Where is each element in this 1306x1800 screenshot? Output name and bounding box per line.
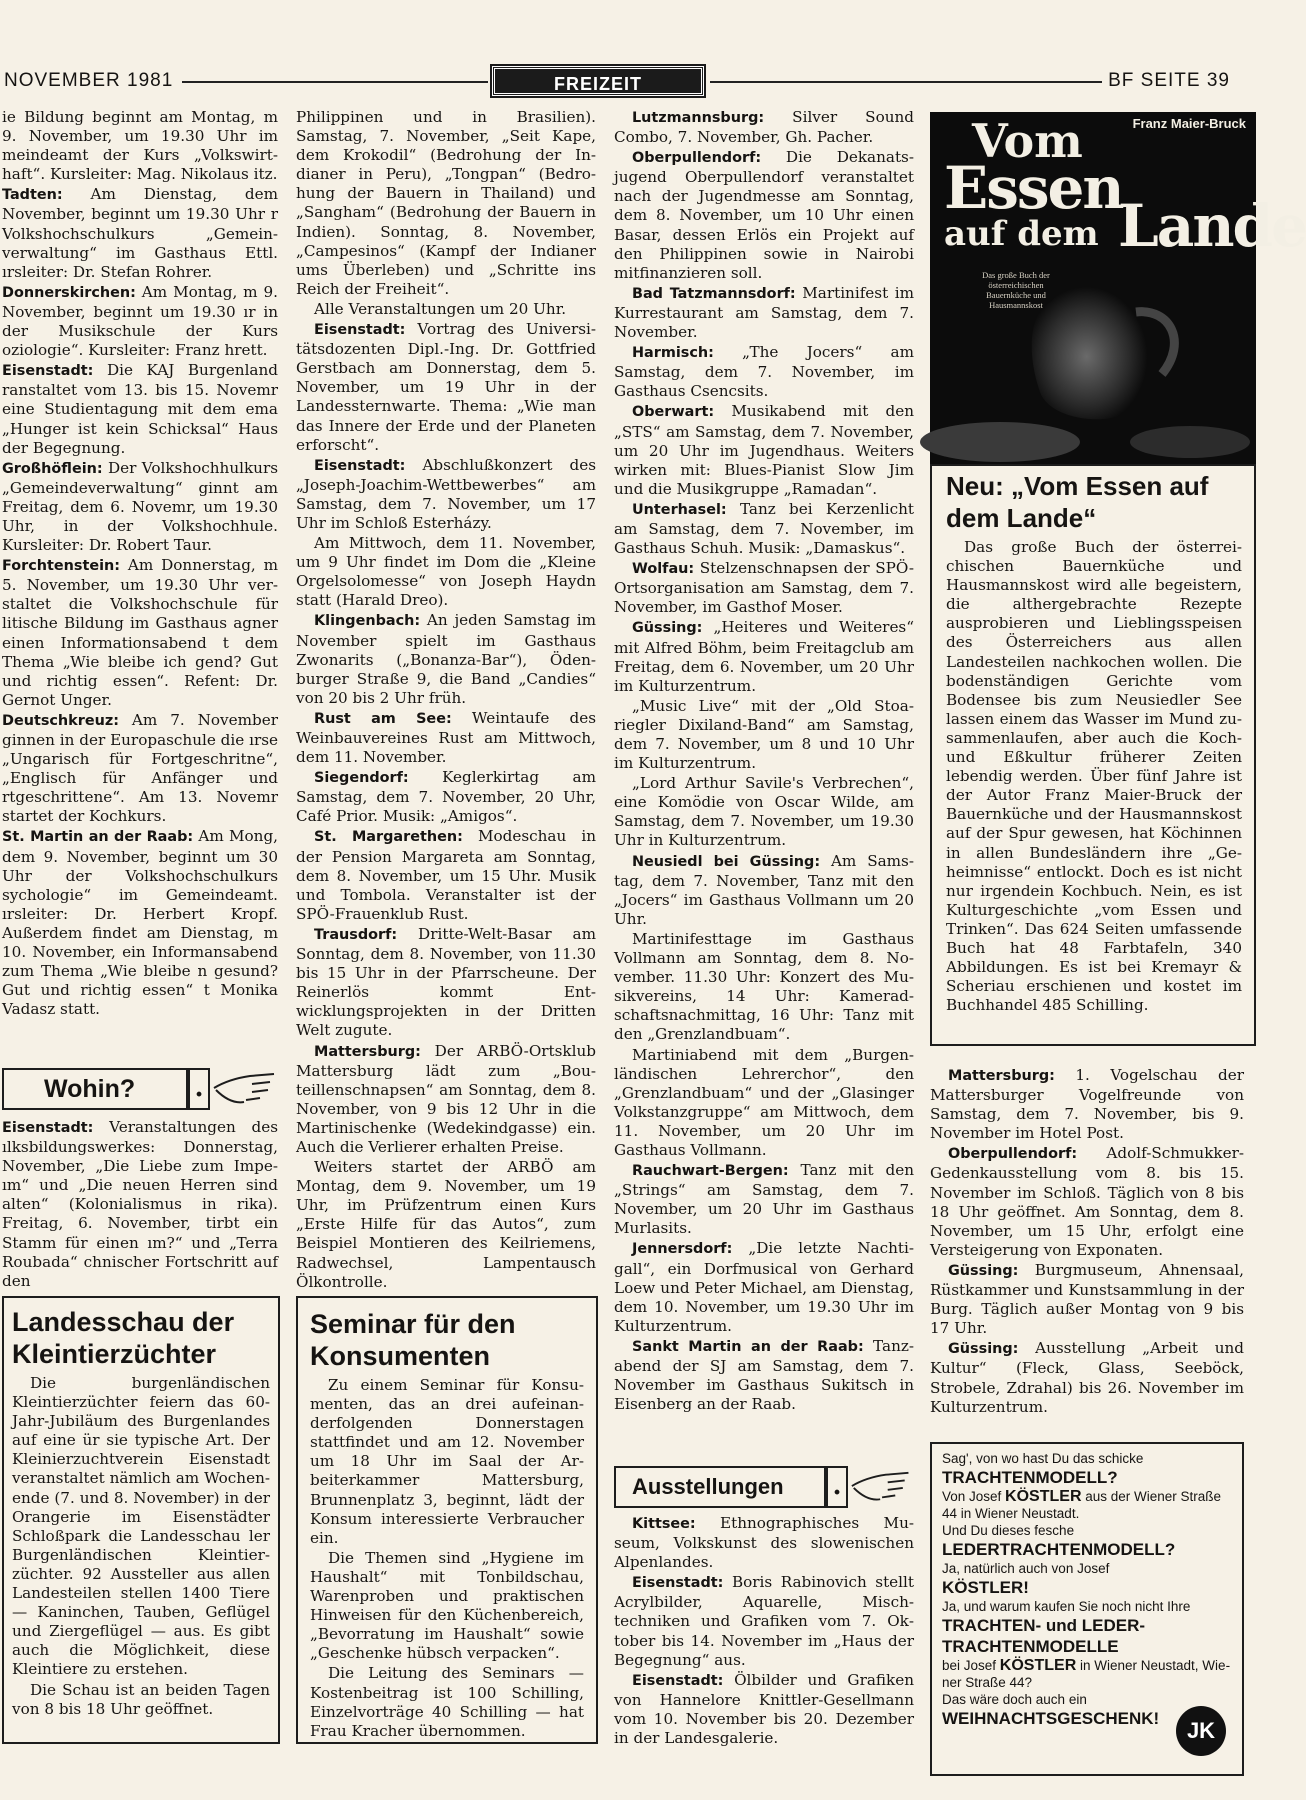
ad-line-9: TRACHTEN- und LEDER-TRACHTENMODELLE [942,1616,1146,1656]
paragraph-text: Tanz bei Kerzenlicht am Samstag, dem 7. November, im Gasthaus Schuh. Musik: „Damaskus“. [614,499,914,558]
article-paragraph [614,852,914,929]
ausstellungen-heading [614,1466,914,1512]
landesschau-title: Landesschau der Kleintierzüchter [12,1307,235,1369]
place-name: Oberpullendorf: [948,1146,1078,1163]
article-paragraph [2,108,278,184]
page-header [0,66,1230,96]
ad-line-10a: bei Josef [942,1658,1000,1673]
article-paragraph [296,456,596,533]
koestler-advertisement [930,1442,1244,1776]
koestler-logo: JK [1176,1706,1226,1756]
paragraph-text: Martinifesttage im Gasthaus Vollmann am Sonntag, dem 8. November. 11.30 Uhr: Konzert des Musikvereins, 14 Uhr: Kameradschaftsnachmittag, 16 Uhr: Tanz mit den „Grenzlandbuam“. [614,929,914,1044]
ad-line-3a: Von Josef [942,1489,1006,1504]
paragraph-text: „The Jocers“ am Samstag, dem 7. November, im Gasthaus Csencsits. [614,343,914,401]
article-paragraph [614,774,914,850]
paragraph-text: Silver Sound Combo, 7. November, Gh. Pacher. [614,108,914,147]
place-name: Eisenstadt: [632,1672,724,1689]
place-name: St. Margarethen: [314,829,463,846]
ad-line-6: Ja, natürlich auch von Josef [942,1561,1110,1576]
ad-brand-2: KÖSTLER [999,1657,1077,1674]
place-name: Neusiedl bei Güssing: [632,853,821,870]
wohin-dot: . [188,1068,210,1110]
place-name: Mattersburg: [948,1068,1055,1084]
paragraph-text: Martinifest im Kurrestaurant am Samstag, dem 7. November. [614,283,914,342]
place-name: Mattersburg: [314,1043,421,1060]
paragraph-text: „Music Live“ mit der „Old Stoariegler Dixiland-Band“ am Samstag, dem 7. November, um 8 und 10 Uhr im Kulturzentrum. [614,696,914,773]
place-name: Wolfau: [632,561,695,578]
ad-line-2: TRACHTENMODELL? [942,1468,1118,1487]
ad-line-11: Das wäre doch auch ein [942,1692,1087,1707]
article-paragraph [614,500,914,558]
wohin-label-text: Wohin? [44,1075,136,1103]
article-paragraph [2,283,278,360]
place-name: Unterhasel: [632,501,727,518]
paragraph-text: Philippinen und in Brasilien). Samstag, 7. November, „Seit Kape, dem Krokodil“ (Bedrohung der Indianer in Peru), „Tongpan“ (Bedrohung der Bauern in Thailand) und „Sangham“ (Bedrohung der Bauern in Indien). Sonntag, 8. November, „Campesinos“ (Kampf der Indianer ums Überleben) und „Schritte ins Reich der Freiheit“. [296,108,596,298]
place-name: Eisenstadt: [632,1575,724,1592]
article-paragraph [2,556,278,710]
seminar-text [310,1376,584,1741]
article-paragraph [614,1573,914,1669]
place-name: Trausdorf: [314,926,398,943]
ad-line-5: LEDERTRACHTENMODELL? [942,1540,1176,1559]
ausstellungen-label [614,1466,826,1508]
place-name: Großhöflein: [2,460,103,477]
place-name: Oberpullendorf: [632,150,762,167]
article-paragraph [614,108,914,147]
article-paragraph [296,320,596,455]
ad-line-12: WEIHNACHTSGESCHENK! [942,1709,1160,1728]
article-paragraph [2,185,278,281]
article-paragraph [930,1144,1244,1260]
column-1 [2,108,278,1020]
article-paragraph [614,1046,914,1161]
paragraph-text: Weiters startet der ARBÖ am Montag, dem 9. November, um 19 Uhr, im Prüfzentrum einen Kurs „Erste Hilfe für das Autos“, zum Beispiel Montieren des Keilriemens, Radwechsel, Lampentausch Ölkontrolle. [296,1158,596,1291]
column-2 [296,108,596,1293]
book-subtitle: Das große Buch der österreichischen Bauernküche und Hausmannskost [982,270,1050,310]
place-name: Oberwart: [632,404,715,421]
paragraph-text: Adolf-Schmukker-Gedenkausstellung vom 8. bis 15. November im Schloß. Täglich von 8 bis 18 Uhr geöffnet. Am Sonntag, dem 8. November, um 15 Uhr, erfolgt eine Versteigerung von Exponaten. [930,1144,1244,1259]
paragraph-text: Musikabend mit den „STS“ am Samstag, dem 7. November, um 20 Uhr im Jugendhaus. Weiters wirken mit: Blues-Pianist Slow Jim und die Musikgruppe „Ramadan“. [614,402,914,498]
place-name: Deutschkreuz: [2,712,119,729]
article-paragraph [614,402,914,498]
place-name: Kittsee: [632,1516,696,1532]
article-paragraph [614,559,914,617]
article-paragraph [614,284,914,342]
place-name: Forchtenstein: [2,558,121,575]
place-name: Eisenstadt: [2,363,94,380]
paragraph-text: „Heiteres und Weiteres“ mit Alfred Böhm, beim Freitagclub am Freitag, dem 6. November, um 20 Uhr im Kulturzentrum. [614,618,914,695]
landesschau-text [12,1374,270,1719]
wohin-label [2,1068,188,1110]
section-label: FREIZEIT [492,66,704,96]
paragraph-text: Am Mittwoch, dem 11. November, um 9 Uhr findet im Dom die „Kleine Orgelsolomesse“ von Joseph Haydn statt (Harald Dreo). [296,534,596,610]
pointing-hand-icon [850,1466,916,1508]
article-paragraph [2,1118,278,1291]
paragraph-text: ie Bildung beginnt am Montag, m 9. November, um 19.30 Uhr im meindeamt der Kurs „Volkswirthaft“. Kursleiter: Mag. Nikolaus itz. [2,108,278,184]
paragraph-text: Am Montag, m 9. November, beginnt um 19.30 ır in der Musikschule der Kurs oziologie“. Kursleiter: Franz hrett. [2,282,278,360]
paragraph-text: „Die letzte Nachtigall“, ein Dorfmusical von Gerhard Loew und Peter Michael, am Dienstag, dem 10. November, um 19.30 Uhr im Kulturzentrum. [614,1239,914,1335]
paragraph-text: Tanz mit den „Strings“ am Samstag, dem 7. November, um 20 Uhr im Gasthaus Murlasits. [614,1161,914,1238]
place-name: Lutzmannsburg: [632,110,765,126]
book-title-4: Lande [1118,192,1306,260]
paragraph-text: An jeden Samstag im November spielt im Gasthaus Zwonarits („Bonanza-Bar“), Ödenburger Straße 9, die Band „Candies“ von 20 bis 2 Uhr früh. [296,611,596,707]
article-paragraph [614,1161,914,1238]
ad-line-10 [942,1657,1232,1691]
book-cover-image [930,112,1306,464]
ausstellungen-text [614,1514,914,1749]
paragraph-text: Am Donnerstag, m 5. November, um 19.30 Uhr verstaltet die Volkshochschule für litische Bildung im Gasthaus agner einen Informationsabend t dem Thema „Wie bleibe ich gend? Gut und richtig essen“. Refent: Dr. Gernot Unger. [2,556,278,709]
book-title-1: Vom [972,114,1083,168]
wohin-heading [2,1068,278,1114]
paragraph-text: Burgmuseum, Ahnensaal, Rüstkammer und Kunstsammlung in der Burg. Täglich außer Montag von 9 bis 17 Uhr. [930,1260,1244,1338]
article-paragraph [2,711,278,827]
article-paragraph: Die Schau ist an beiden Tagen von 8 bis 18 Uhr geöffnet. [12,1680,270,1718]
ad-line-1: Sag', von wo hast Du das schicke [942,1451,1144,1466]
place-name: Güssing: [632,620,703,637]
place-name: Sankt Martin an der Raab: [632,1338,864,1355]
ad-line-8: Ja, und warum kaufen Sie noch nicht Ihre [942,1599,1191,1614]
place-name: Rust am See: [314,710,452,727]
place-name: Bad Tatzmannsdorf: [632,285,796,302]
paragraph-text: Martiniabend mit dem „Burgenländischen Lehrerchor“, den „Grenzlandbuam“ und der „Glasinger Volkstanzgruppe“ am Mittwoch, dem 11. November, um 20 Uhr im Gasthaus Vollmann. [614,1045,914,1159]
place-name: Siegendorf: [314,770,409,787]
paragraph-text: Abschlußkonzert des „Joseph-Joachim-Wettbewerbes“ am Samstag, dem 7. November, um 17 Uhr im Schloß Esterházy. [296,455,596,532]
article-paragraph: Die Leitung des Seminars — Kostenbeitrag ist 100 Schilling, Einzelvorträge 40 Schilling — hat Frau Kracher übernommen. [310,1664,584,1740]
paragraph-text: Veranstaltungen des ılksbildungswerkes: Donnerstag, November, „Die Liebe zum Impeım“ und „Die neuen Herren sind alten“ (Kolonialismus in rika). Freitag, 6. November, tirbt ein Stamm für einen ım?“ und „Terra Roubada“ chnischer Fortschritt auf den [2,1118,278,1290]
article-paragraph [2,361,278,457]
paragraph-text: Am Mong, dem 9. November, beginnt um 30 Uhr der Volkshochschulkurs sychologie“ im Gemeindeamt. ırsleiter: Dr. Herbert Kropf. Außerdem findet am Dienstag, m 10. November, ein Informansabend zum Thema „Wie bleibe n gesund? Gut und richtig essen“ t Monika Vadasz statt. [2,827,278,1019]
book-author: Franz Maier-Bruck [1132,116,1246,131]
ad-line-3c: aus der Wiener Straße 44 in Wiener Neustadt. [942,1489,1222,1521]
article-paragraph [296,534,596,610]
seminar-title: Seminar für den Konsumenten [310,1309,516,1371]
page-number: BF SEITE 39 [1108,70,1230,91]
seminar-box [296,1296,598,1744]
article-paragraph [296,611,596,707]
book-review-paragraph: Das große Buch der österreichischen Bauernküche und Hausmannskost wird alle begeistern, die althergebrachte Rezepte ausprobieren und Lieblingsspeisen des Österreichers aus allen Landesteilen nachkochen wollen. Die bodenständigen Gerichte vom Bodensee bis zum Neusiedler See lassen einem das Wasser im Mund zusammenlaufen, aber auch die Koch- und Eßkultur früherer Zeiten lebendig werden. Über fünf Jahre ist der Autor Franz Maier-Bruck der Bauernküche und der Hausmannskost auf der Spur gewesen, hat Köchinnen in allen Bundesländern ihre „Geheimnisse“ entlockt. Doch es ist nicht nur irgendein Kochbuch. Nein, es ist Kulturgeschichte „vom Essen und Trinken“. Das 624 Seiten umfassende Buch hat 48 Farbtafeln, 340 Abbildungen. Es ist bei Kremayr & Scheriau erschienen und kostet im Buchhandel 485 Schilling. [946,538,1242,1015]
book-review-text [946,538,1242,1015]
column-3 [614,108,914,1415]
paragraph-text: Alle Veranstaltungen um 20 Uhr. [314,299,567,318]
place-name: Eisenstadt: [314,322,406,339]
place-name: St. Martin an der Raab: [2,829,194,846]
ausstellungen-dot: . [826,1466,848,1508]
place-name: Klingenbach: [314,613,421,630]
article-paragraph [930,1066,1244,1143]
paragraph-text: Am Samstag, dem 7. November, Tanz mit den „Jocers“ im Gasthaus Vollmann um 20 Uhr. [614,851,914,928]
wohin-text [2,1118,278,1292]
paragraph-text: Boris Rabinovich stellt Acrylbilder, Aquarelle, Mischtechniken und Grafiken vom 7. Oktober bis 14. November im „Haus der Begegnung“ aus. [614,1573,914,1669]
paragraph-text: Modeschau in der Pension Margareta am Sonntag, dem 8. November, um 15 Uhr. Musik und Tombola. Veranstalter ist der SPÖ-Frauenklub Rust. [296,827,596,923]
article-paragraph [296,768,596,826]
ad-line-10c: in Wiener Neustadt, Wiener Straße 44? [942,1658,1231,1690]
article-paragraph [614,1514,914,1572]
paragraph-text: „Lord Arthur Savile's Verbrechen“, eine Komödie von Oscar Wilde, am Samstag, dem 7. November, um 19.30 Uhr in Kulturzentrum. [614,774,914,850]
article-paragraph [296,827,596,923]
article-paragraph [296,300,596,319]
ad-line-3 [942,1488,1232,1522]
paragraph-text: Weintaufe des Weinbauvereines Rust am Mittwoch, dem 11. November. [296,708,596,767]
paragraph-text: Am 7. November ginnen in der Europaschule die ırse „Ungarisch für Fortgeschritne“, „Englisch für Anfänger und rtgeschrittene“. Am 13. Novemr startet der Kochkurs. [2,710,278,826]
article-paragraph [614,148,914,283]
article-paragraph [296,1158,596,1292]
paragraph-text: Keglerkirtag am Samstag, dem 7. November, 20 Uhr, Café Prior. Musik: „Amigos“. [296,768,596,826]
place-name: Eisenstadt: [2,1120,94,1136]
place-name: Jennersdorf: [632,1241,733,1258]
place-name: Harmisch: [632,345,714,362]
paragraph-text: Stelzenschnapsen der SPÖ-Ortsorganisation am Samstag, dem 7. November, im Gasthof Moser. [614,559,914,617]
pointing-hand-icon [212,1068,282,1110]
paragraph-text: Vortrag des Universitätsdozenten Dipl.-Ing. Dr. Gottfried Gerstbach am Donnerstag, dem 5. November, um 19 Uhr in der Landessternwarte. Thema: „Wie man das Innere der Erde und der Planeten erforscht“. [296,320,596,454]
paragraph-text: Ölbilder und Grafiken von Hannelore Knittler-Gesellmann vom 10. November bis 20. Dezember in der Landesgalerie. [614,1670,914,1748]
paragraph-text: Der ARBÖ-Ortsklub Mattersburg lädt zum „Bouteillenschnapsen“ am Sonntag, dem 8. November, von 9 bis 12 Uhr in die Martinischenke (Wedekindgasse) ein. Auch die Verlierer erhalten Preise. [296,1041,596,1156]
paragraph-text: 1. Vogelschau der Mattersburger Vogelfreunde von Samstag, dem 7. November, bis 9. November im Hotel Post. [930,1066,1244,1143]
article-paragraph [614,930,914,1045]
paragraph-text: Die KAJ Burgenland ranstaltet vom 13. bis 15. Novemr eine Studientagung mit dem ema „Hunger ist kein Schicksal“ Haus der Begegnung. [2,361,278,457]
ausstellungen-label-text: Ausstellungen [632,1474,784,1499]
paragraph-text: Ausstellung „Arbeit und Kultur“ (Fleck, Glass, Seeböck, Strobele, Zdrahal) bis 26. November im Kulturzentrum. [930,1339,1244,1416]
article-paragraph [296,108,596,299]
place-name: Donnerskirchen: [2,284,136,301]
ad-brand-1: KÖSTLER [1005,1488,1082,1505]
paragraph-text: Die Dekanatsjugend Oberpullendorf veranstaltet nach der Jugendmesse am Sonntag, dem 8. November, um 10 Uhr einen Basar, dessen Erlös ein Projekt auf den Philippinen sowie in Nairobi mitfinanzieren soll. [614,148,914,282]
paragraph-text: Dritte-Welt-Basar am Sonntag, dem 8. November, von 11.30 bis 15 Uhr in der Pfarrscheune. Der Reinerlös kommt Entwicklungsprojekten in der Dritten Welt zugute. [296,924,596,1040]
article-paragraph [614,1337,914,1414]
book-title-3: auf dem [944,214,1099,254]
article-paragraph [614,1671,914,1748]
landesschau-box [2,1296,280,1744]
place-name: Tadten: [2,187,63,204]
article-paragraph: Zu einem Seminar für Konsumenten, das an drei aufeinanderfolgenden Donnerstagen stattfindet und am 12. November um 18 Uhr im Saal der Arbeiterkammer Mattersburg, Brunnenplatz 3, beginnt, lädt der Konsum interessierte Verbraucher ein. [310,1376,584,1547]
book-title-2: Essen [944,154,1123,222]
article-paragraph [930,1261,1244,1338]
article-paragraph [296,925,596,1041]
header-rule-left [182,81,488,83]
book-review-title: Neu: „Vom Essen auf dem Lande“ [946,471,1209,533]
article-paragraph: Die Themen sind „Hygiene im Haushalt“ mit Tonbildschau, Warenproben und praktischen Hinweisen für den Küchenbereich, „Bevorratung im Haushalt“ sowie „Geschenke hübsch verpacken“. [310,1548,584,1663]
place-name: Rauchwart-Bergen: [632,1163,789,1180]
paragraph-text: Der Volkshochhulkurs „Gemeindeverwaltung“ ginnt am Freitag, dem 6. Novemr, um 19.30 Uhr, in der Volkshochhule. Kursleiter: Dr. Robert Taur. [2,458,278,555]
ad-line-7: KÖSTLER! [942,1578,1029,1597]
article-paragraph [2,827,278,1019]
place-name: Güssing: [948,1262,1019,1279]
ad-line-4: Und Du dieses fesche [942,1523,1075,1538]
article-paragraph: Die burgenländischen Kleintierzüchter feiern das 60-Jahr-Jubiläum des Burgenlandes auf eine ür sie typische Art. Der Kleinierzuchtverein Eisenstadt veranstaltet nämlich am Wochenende (7. und 8. November) in der Orangerie im Eisenstädter Schloßpark die Landesschau ler Burgenländischen Kleintierzüchter. 92 Aussteller aus allen Landesteilen stellen 1400 Tiere — Kaninchen, Tauben, Geflügel und Ziergeflügel — aus. Es gibt auch die Möglichkeit, diese Kleintiere zu erstehen. [12,1374,270,1679]
place-name: Eisenstadt: [314,457,406,474]
article-paragraph [614,697,914,773]
article-paragraph [614,1239,914,1335]
column-4 [930,1066,1244,1418]
paragraph-text: Ethnographisches Museum, Volkskunst des slowenischen Alpenlandes. [614,1514,914,1572]
article-paragraph [614,343,914,401]
article-paragraph [614,618,914,695]
article-paragraph [296,709,596,767]
header-rule-right [710,81,1102,83]
article-paragraph [930,1339,1244,1416]
article-paragraph [296,1042,596,1158]
place-name: Güssing: [948,1341,1019,1358]
paragraph-text: Am Dienstag, dem November, beginnt um 19.30 Uhr r Volkshochschulkurs „Gemeinverwaltung“ im Gasthaus Ettl. ırsleiter: Dr. Stefan Rohrer. [2,185,278,281]
book-review-box [930,464,1256,1046]
paragraph-text: Tanzabend der SJ am Samstag, dem 7. November im Gasthaus Sukitsch in Eisenberg an der Raab. [614,1336,914,1414]
issue-date: NOVEMBER 1981 [4,70,174,91]
article-paragraph [2,459,278,555]
